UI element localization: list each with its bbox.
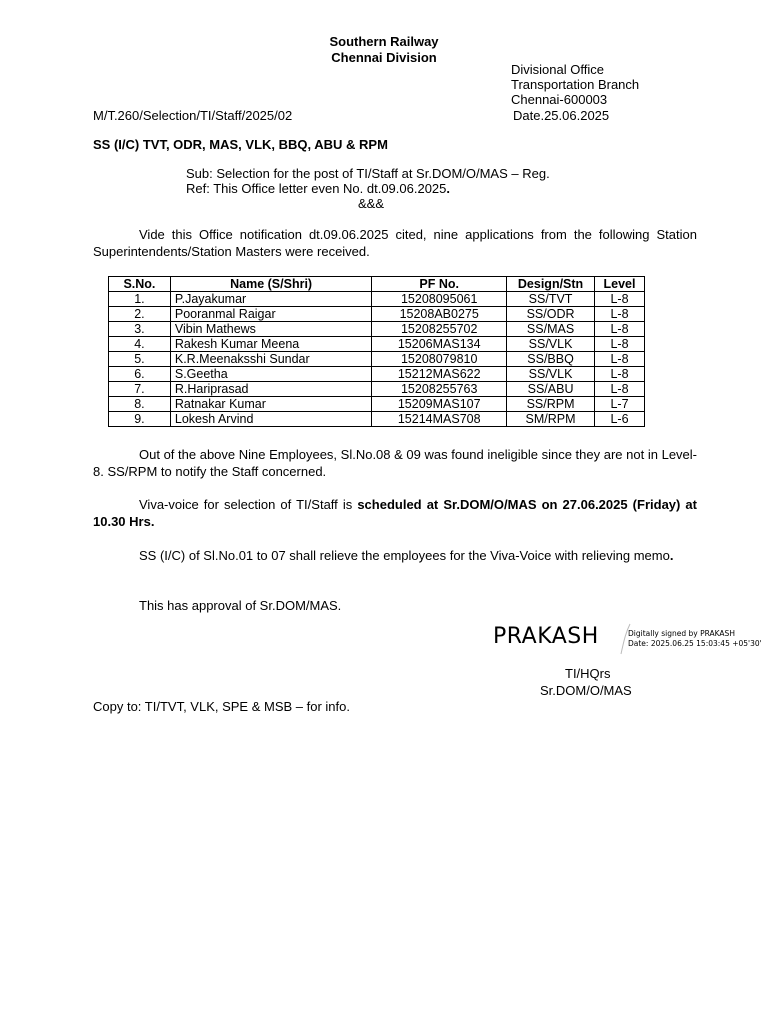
approval-line: This has approval of Sr.DOM/MAS. [139, 598, 342, 613]
cell-design: SM/RPM [507, 412, 595, 427]
digital-signature [628, 629, 762, 649]
schedule-details: scheduled at Sr.DOM/O/MAS on 27.06.2025 (Friday) at 10.30 Hrs. [93, 497, 697, 529]
cell-design: SS/TVT [507, 292, 595, 307]
division-name: Chennai Division [331, 50, 437, 65]
cell-pf: 15208AB0275 [372, 307, 507, 322]
table-row [109, 307, 645, 322]
table-header-row [109, 277, 645, 292]
cell-pf: 15212MAS622 [372, 367, 507, 382]
cell-pf: 15208255763 [372, 382, 507, 397]
table-row [109, 412, 645, 427]
cell-sno: 5. [109, 352, 171, 367]
cell-level: L-8 [595, 382, 645, 397]
cell-design: SS/MAS [507, 322, 595, 337]
reference-line [186, 181, 450, 196]
ineligibility-paragraph: Out of the above Nine Employees, Sl.No.08 & 09 was found ineligible since they are not in Level-8. SS/RPM to notify the Staff concerned. [93, 447, 697, 479]
cell-name: Pooranmal Raigar [170, 307, 371, 322]
cell-name: R.Hariprasad [170, 382, 371, 397]
reference-text: Ref: This Office letter even No. dt.09.06.2025 [186, 181, 447, 196]
cell-pf: 15208255702 [372, 322, 507, 337]
office-line-2: Transportation Branch [511, 77, 640, 92]
cell-sno: 3. [109, 322, 171, 337]
cell-design: SS/BBQ [507, 352, 595, 367]
cell-level: L-8 [595, 322, 645, 337]
cell-name: P.Jayakumar [170, 292, 371, 307]
cell-name: Lokesh Arvind [170, 412, 371, 427]
col-header-design: Design/Stn [507, 277, 595, 292]
cell-name: Rakesh Kumar Meena [170, 337, 371, 352]
letterhead [0, 34, 768, 66]
cell-level: L-8 [595, 337, 645, 352]
col-header-pf: PF No. [372, 277, 507, 292]
designation-2: Sr.DOM/O/MAS [540, 683, 632, 698]
cell-level: L-8 [595, 307, 645, 322]
cell-sno: 2. [109, 307, 171, 322]
table-row [109, 397, 645, 412]
schedule-text: Viva-voice for selection of TI/Staff is [139, 497, 358, 512]
intro-paragraph: Vide this Office notification dt.09.06.2025 cited, nine applications from the following Station Superintendents/Station Masters were received. [93, 227, 697, 259]
copy-to: Copy to: TI/TVT, VLK, SPE & MSB – for info. [93, 699, 350, 714]
digital-signature-by: Digitally signed by PRAKASH [628, 629, 735, 638]
cell-name: S.Geetha [170, 367, 371, 382]
org-name: Southern Railway [329, 34, 439, 49]
office-line-3: Chennai-600003 [511, 92, 608, 107]
cell-sno: 1. [109, 292, 171, 307]
letter-date: Date.25.06.2025 [513, 108, 610, 123]
cell-sno: 4. [109, 337, 171, 352]
col-header-level: Level [595, 277, 645, 292]
table-row [109, 367, 645, 382]
table-row [109, 322, 645, 337]
staff-table [108, 276, 645, 427]
cell-pf: 15214MAS708 [372, 412, 507, 427]
cell-name: Vibin Mathews [170, 322, 371, 337]
cell-pf: 15206MAS134 [372, 337, 507, 352]
cell-sno: 9. [109, 412, 171, 427]
cell-level: L-8 [595, 352, 645, 367]
cell-name: K.R.Meenaksshi Sundar [170, 352, 371, 367]
cell-sno: 8. [109, 397, 171, 412]
cell-level: L-8 [595, 367, 645, 382]
cell-level: L-7 [595, 397, 645, 412]
subject-line: Sub: Selection for the post of TI/Staff at Sr.DOM/O/MAS – Reg. [186, 166, 550, 181]
table-row [109, 337, 645, 352]
cell-sno: 7. [109, 382, 171, 397]
cell-sno: 6. [109, 367, 171, 382]
relieve-end: . [669, 548, 674, 563]
cell-design: SS/ODR [507, 307, 595, 322]
table-row [109, 352, 645, 367]
cell-pf: 15209MAS107 [372, 397, 507, 412]
table-row [109, 382, 645, 397]
digital-signature-date: Date: 2025.06.25 15:03:45 +05'30' [628, 639, 762, 648]
relieve-paragraph [93, 547, 697, 564]
relieve-text: SS (I/C) of Sl.No.01 to 07 shall relieve the employees for the Viva-Voice with relieving memo [139, 548, 670, 563]
separator: &&& [358, 196, 385, 211]
cell-design: SS/VLK [507, 367, 595, 382]
table-row [109, 292, 645, 307]
reference-end: . [446, 181, 451, 196]
addressee: SS (I/C) TVT, ODR, MAS, VLK, BBQ, ABU & RPM [93, 137, 388, 152]
cell-design: SS/VLK [507, 337, 595, 352]
designation-1: TI/HQrs [565, 666, 611, 681]
schedule-paragraph [93, 496, 697, 530]
office-line-1: Divisional Office [511, 62, 604, 77]
cell-name: Ratnakar Kumar [170, 397, 371, 412]
cell-pf: 15208095061 [372, 292, 507, 307]
col-header-sno: S.No. [109, 277, 171, 292]
office-address [511, 62, 639, 107]
cell-level: L-6 [595, 412, 645, 427]
cell-level: L-8 [595, 292, 645, 307]
cell-pf: 15208079810 [372, 352, 507, 367]
cell-design: SS/ABU [507, 382, 595, 397]
cell-design: SS/RPM [507, 397, 595, 412]
reference-number: M/T.260/Selection/TI/Staff/2025/02 [93, 108, 293, 123]
signatory-name: PRAKASH [493, 624, 599, 649]
col-header-name: Name (S/Shri) [170, 277, 371, 292]
